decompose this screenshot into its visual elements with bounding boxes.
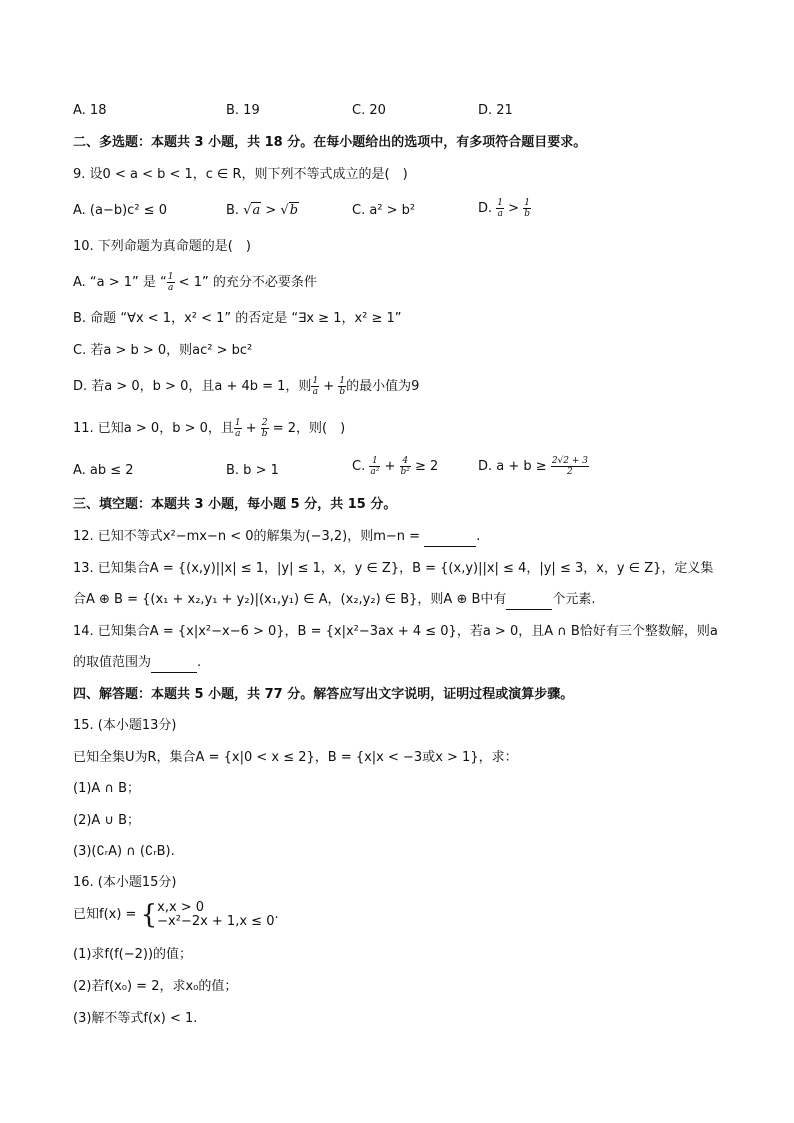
q10-option-b: B. 命题 “∀x < 1，x² < 1” 的否定是 “∃x ≥ 1，x² ≥ 1” bbox=[73, 311, 402, 326]
q13-line2-post: 个元素. bbox=[552, 592, 596, 607]
q10-d-post: 的最小值为9 bbox=[346, 379, 420, 394]
frac-num: 1 bbox=[369, 456, 380, 467]
q16-part2: (2)若f(x₀) = 2，求x₀的值； bbox=[73, 979, 238, 994]
q9-b-prefix: B. bbox=[226, 203, 244, 218]
q11-frac2 bbox=[261, 418, 269, 439]
frac-num: 1 bbox=[167, 272, 174, 282]
frac-num: 1 bbox=[524, 198, 530, 208]
frac-den: a bbox=[312, 387, 318, 397]
frac-num: 1 bbox=[312, 376, 319, 386]
q12-answer-blank[interactable] bbox=[424, 528, 476, 547]
q14-line1: 14. 已知集合A = {x|x²−x−6 > 0}，B = {x|x²−3ax + 4 ≤ 0}，若a > 0，且A ∩ B恰好有三个整数解，则a bbox=[73, 624, 718, 639]
frac-den: 2 bbox=[567, 467, 573, 477]
q11-frac1 bbox=[234, 418, 242, 439]
frac-den: b bbox=[339, 387, 346, 397]
q11-c-post: ≥ 2 bbox=[410, 459, 439, 474]
q11-c-frac1 bbox=[369, 456, 380, 477]
q14-line2 bbox=[73, 654, 201, 673]
q11-stem bbox=[73, 418, 345, 439]
q13-line1: 13. 已知集合A = {(x,y)||x| ≤ 1，|y| ≤ 1，x，y ∈ Z}，B = {(x,y)||x| ≤ 4，|y| ≤ 3，x，y ∈ Z}，定义集 bbox=[73, 561, 714, 576]
q16-part3: (3)解不等式f(x) < 1. bbox=[73, 1011, 198, 1026]
frac-den: a² bbox=[370, 467, 380, 477]
q9-b-left: a bbox=[252, 203, 261, 218]
q9-d-prefix: D. bbox=[478, 201, 497, 216]
q11-d-pre: D. a + b ≥ bbox=[478, 459, 551, 474]
q15-heading: 15. (本小题13分) bbox=[73, 718, 177, 733]
q16-stem: 已知f(x) = { x,x > 0 −x²−2x + 1,x ≤ 0 . bbox=[73, 899, 279, 930]
frac-num: 4 bbox=[400, 456, 411, 467]
q8-option-a: A. 18 bbox=[73, 103, 107, 118]
frac-den: a bbox=[235, 429, 241, 439]
q10-stem: 10. 下列命题为真命题的是( ) bbox=[73, 239, 251, 254]
q11-d-frac bbox=[551, 456, 589, 477]
piecewise-brace: { bbox=[140, 899, 158, 930]
frac-den: a bbox=[167, 283, 174, 293]
q13-answer-blank[interactable] bbox=[506, 591, 552, 610]
q15-part3: (3)(∁ᵣA) ∩ (∁ᵣB). bbox=[73, 844, 175, 859]
q10-option-c: C. 若a > b > 0，则ac² > bc² bbox=[73, 343, 253, 358]
frac-num: 1 bbox=[339, 376, 346, 386]
q14-line2-post: . bbox=[197, 655, 202, 670]
frac-den: b² bbox=[400, 467, 410, 477]
q11-stem-post: = 2，则( ) bbox=[268, 421, 346, 436]
q10-d-pre: D. 若a > 0，b > 0，且a + 4b = 1，则 bbox=[73, 379, 312, 394]
q11-option-a: A. ab ≤ 2 bbox=[73, 463, 134, 478]
q11-c-frac2 bbox=[400, 456, 411, 477]
section2-heading: 二、多选题：本题共 3 小题，共 18 分。在每小题给出的选项中，有多项符合题目要求。 bbox=[73, 135, 587, 150]
frac-num: 1 bbox=[234, 418, 241, 428]
q12-pre: 12. 已知不等式x²−mx−n < 0的解集为(−3,2)，则m−n = bbox=[73, 529, 425, 544]
section4-heading: 四、解答题：本题共 5 小题，共 77 分。解答应写出文字说明，证明过程或演算步骤。 bbox=[73, 687, 574, 702]
q10-d-frac2 bbox=[338, 376, 346, 397]
q14-answer-blank[interactable] bbox=[151, 654, 197, 673]
q14-line2-pre: 的取值范围为 bbox=[73, 655, 152, 670]
q9-d-gt: > bbox=[504, 201, 524, 216]
piecewise-cases bbox=[157, 901, 274, 929]
piecewise-case-1: x,x > 0 bbox=[157, 899, 205, 915]
q8-option-b: B. 19 bbox=[226, 103, 260, 118]
section3-heading: 三、填空题：本题共 3 小题，每小题 5 分，共 15 分。 bbox=[73, 497, 397, 512]
q9-option-d bbox=[478, 198, 531, 219]
q10-a-frac bbox=[167, 272, 175, 293]
q11-option-b: B. b > 1 bbox=[226, 463, 279, 478]
q11-option-d bbox=[478, 456, 589, 477]
q15-part1: (1)A ∩ B； bbox=[73, 781, 141, 796]
q11-c-pre: C. bbox=[352, 459, 370, 474]
q9-option-b: B. √a > √b bbox=[226, 203, 299, 218]
q9-stem: 9. 设0 < a < b < 1，c ∈ R，则下列不等式成立的是( ) bbox=[73, 167, 408, 182]
q11-stem-pre: 11. 已知a > 0，b > 0，且 bbox=[73, 421, 234, 436]
q9-b-right: b bbox=[289, 203, 299, 218]
q10-option-d bbox=[73, 376, 419, 397]
q16-part1: (1)求f(f(−2))的值； bbox=[73, 947, 193, 962]
q13-line2 bbox=[73, 591, 596, 610]
q12-text bbox=[73, 528, 480, 547]
frac-den: b bbox=[261, 429, 268, 439]
frac-den: a bbox=[497, 209, 503, 219]
q10-d-plus: + bbox=[319, 379, 339, 394]
frac-num: 2√2 + 3 bbox=[551, 456, 588, 466]
q11-stem-plus: + bbox=[241, 421, 261, 436]
q15-part2: (2)A ∪ B； bbox=[73, 813, 141, 828]
q9-d-frac-left bbox=[496, 198, 504, 219]
q16-stem-pre: 已知f(x) = bbox=[73, 907, 141, 922]
q10-option-a bbox=[73, 272, 317, 293]
q10-a-post: < 1” 的充分不必要条件 bbox=[174, 275, 317, 290]
frac-num: 1 bbox=[497, 198, 504, 208]
frac-num: 2 bbox=[261, 418, 268, 428]
q12-post: . bbox=[476, 529, 481, 544]
q9-b-mid: > bbox=[261, 203, 281, 218]
q10-a-pre: A. “a > 1” 是 “ bbox=[73, 275, 167, 290]
piecewise-case-2: −x²−2x + 1,x ≤ 0 bbox=[157, 913, 275, 929]
frac-den: b bbox=[524, 209, 530, 219]
q9-d-frac-right bbox=[523, 198, 531, 219]
q16-heading: 16. (本小题15分) bbox=[73, 875, 177, 890]
q15-stem: 已知全集U为R，集合A = {x|0 < x ≤ 2}，B = {x|x < −3或x > 1}，求： bbox=[73, 750, 518, 765]
q8-option-c: C. 20 bbox=[352, 103, 386, 118]
q11-option-c: C. $\frac{1}{\text{a²}}$ + $\frac{4}{\text{b²}}$ ≥ 2 bbox=[352, 456, 439, 477]
q10-d-frac1 bbox=[311, 376, 319, 397]
q13-line2-pre: 合A ⊕ B = {(x₁ + x₂,y₁ + y₂)|(x₁,y₁) ∈ A，(x₂,y₂) ∈ B}，则A ⊕ B中有 bbox=[73, 592, 507, 607]
q8-option-d: D. 21 bbox=[478, 103, 513, 118]
q9-option-a: A. (a−b)c² ≤ 0 bbox=[73, 203, 167, 218]
q9-option-c: C. a² > b² bbox=[352, 203, 416, 218]
